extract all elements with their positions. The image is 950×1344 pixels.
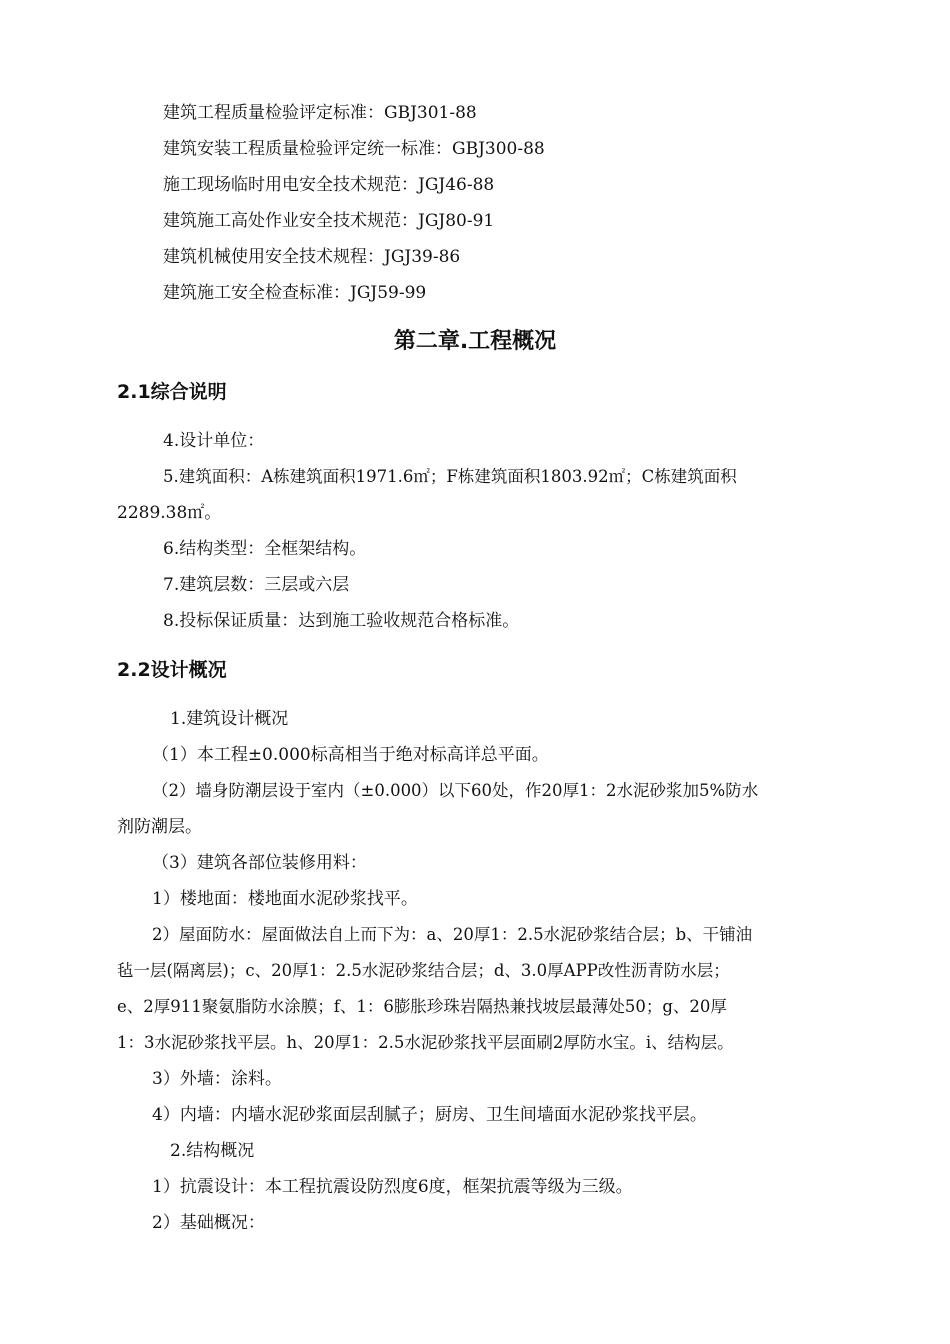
standard-line: 建筑施工安全检查标准：JGJ59-99	[163, 283, 427, 303]
paragraph-line: （1）本工程±0.000标高相当于绝对标高详总平面。	[152, 745, 549, 765]
section-heading: 2.2设计概况	[117, 659, 227, 681]
paragraph-line: 1：3水泥砂浆找平层。h、20厚1：2.5水泥砂浆找平层面刷2厚防水宝。i、结构层。	[117, 1033, 734, 1052]
standard-line: 建筑工程质量检验评定标准：GBJ301-88	[163, 103, 477, 123]
paragraph-line: 2）屋面防水：屋面做法自上而下为：a、20厚1：2.5水泥砂浆结合层；b、干铺油	[152, 925, 753, 944]
subsection-title: 1.建筑设计概况	[170, 709, 289, 729]
standard-line: 施工现场临时用电安全技术规范：JGJ46-88	[163, 175, 495, 195]
subsection-title: 2.结构概况	[170, 1141, 255, 1161]
paragraph-line: 8.投标保证质量：达到施工验收规范合格标准。	[163, 611, 520, 631]
paragraph-line: 剂防潮层。	[117, 817, 202, 837]
paragraph-line: 5.建筑面积：A栋建筑面积1971.6㎡；F栋建筑面积1803.92㎡；C栋建筑面积	[163, 467, 737, 486]
paragraph-line: 2）基础概况：	[152, 1213, 265, 1233]
paragraph-line: （2）墙身防潮层设于室内（±0.000）以下60处，作20厚1：2水泥砂浆加5%防水	[152, 781, 759, 800]
paragraph-line: 4）内墙：内墙水泥砂浆面层刮腻子；厨房、卫生间墙面水泥砂浆找平层。	[152, 1105, 707, 1125]
paragraph-line: （3）建筑各部位装修用料：	[152, 853, 367, 873]
paragraph-line: 1）抗震设计：本工程抗震设防烈度6度，框架抗震等级为三级。	[152, 1177, 633, 1197]
paragraph-line: 1）楼地面：楼地面水泥砂浆找平。	[152, 889, 418, 909]
standard-line: 建筑施工高处作业安全技术规范：JGJ80-91	[163, 211, 495, 231]
paragraph-line: 7.建筑层数：三层或六层	[163, 575, 350, 595]
section-heading: 2.1综合说明	[117, 381, 227, 403]
paragraph-line: 2289.38㎡。	[117, 503, 222, 523]
standard-line: 建筑机械使用安全技术规程：JGJ39-86	[163, 247, 461, 267]
paragraph-line: 6.结构类型：全框架结构。	[163, 539, 367, 559]
chapter-title: 第二章.工程概况	[393, 329, 557, 354]
paragraph-line: 3）外墙：涂料。	[152, 1069, 282, 1089]
standard-line: 建筑安装工程质量检验评定统一标准：GBJ300-88	[163, 139, 545, 159]
paragraph-line: e、2厚911聚氨脂防水涂膜；f、1：6膨胀珍珠岩隔热兼找坡层最薄处50；g、20厚	[117, 997, 727, 1016]
paragraph-line: 毡一层(隔离层)；c、20厚1：2.5水泥砂浆结合层；d、3.0厚APP改性沥青防水层；	[117, 961, 730, 980]
paragraph-line: 4.设计单位：	[163, 431, 265, 451]
